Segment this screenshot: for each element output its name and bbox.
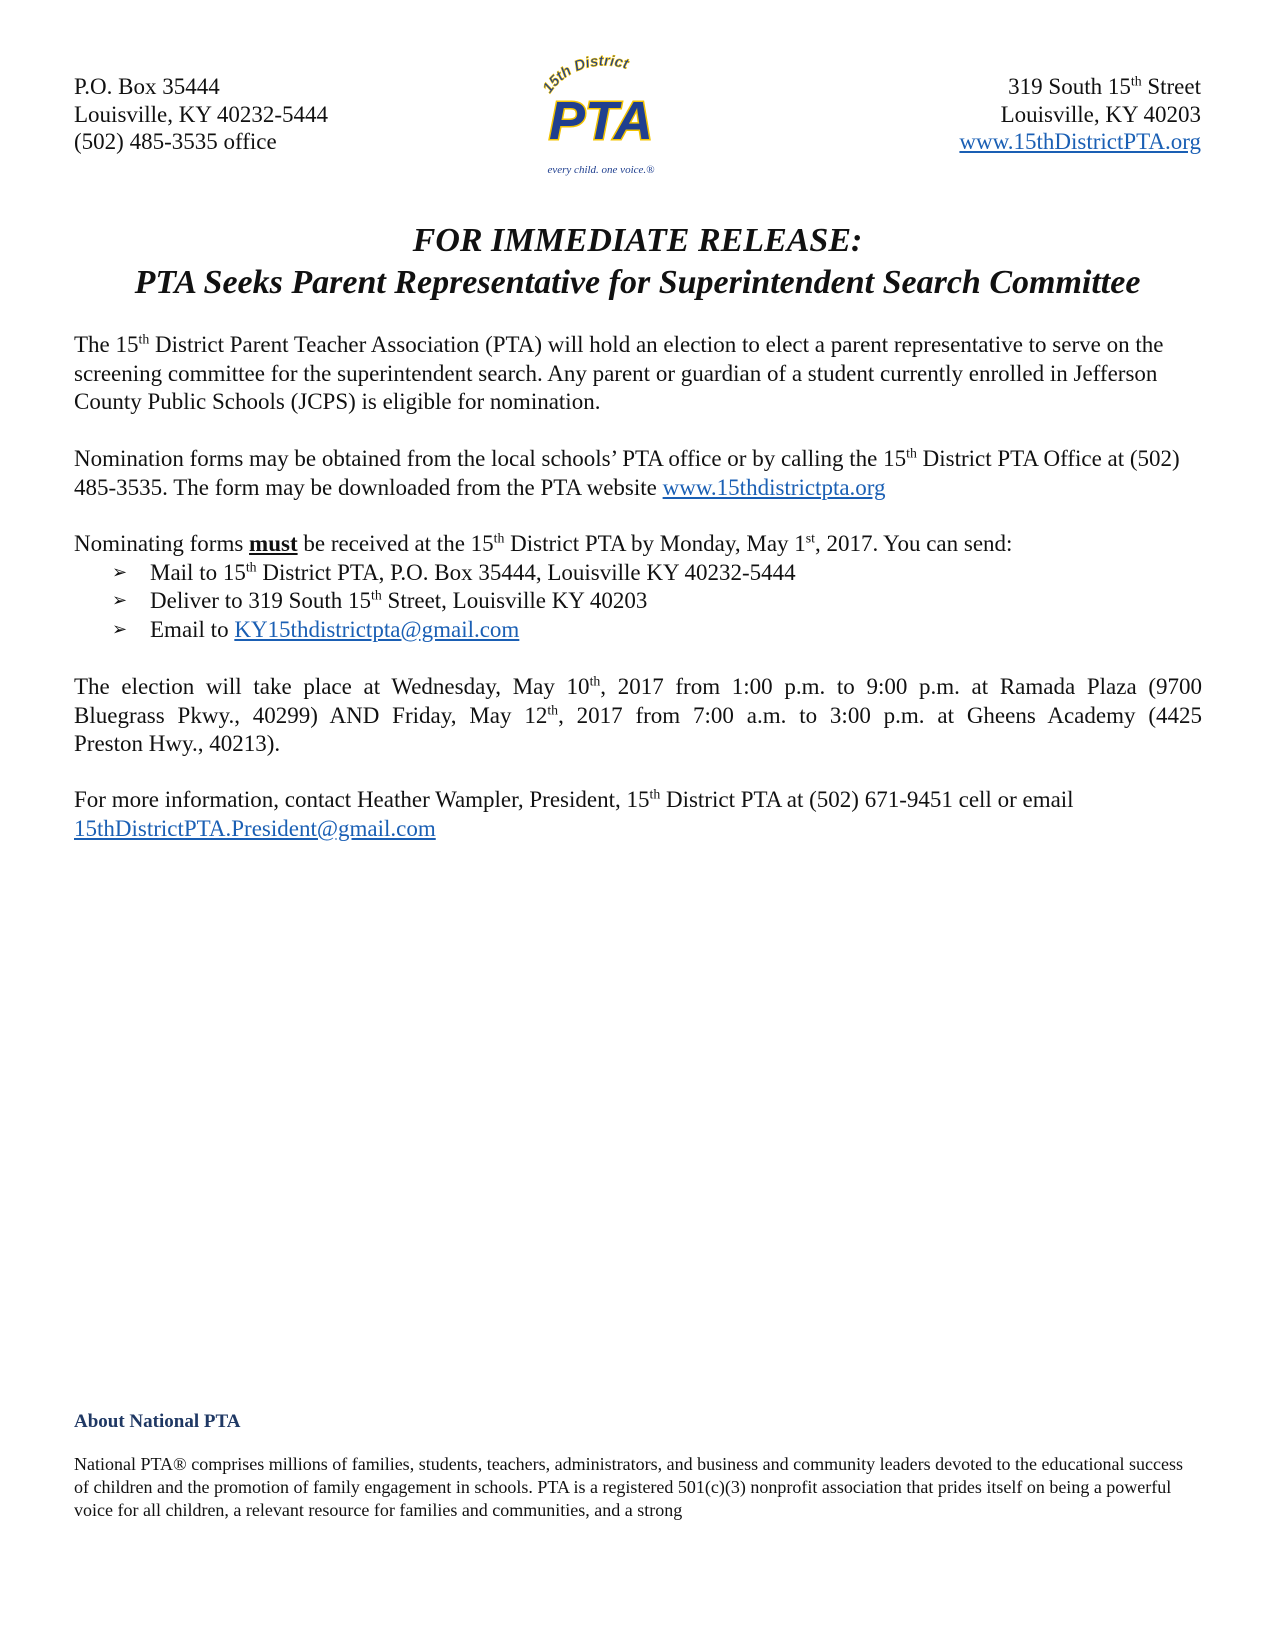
- logo-tagline: every child. one voice.®: [547, 164, 655, 176]
- must-emphasis: must: [249, 531, 298, 556]
- intro-paragraph: The 15th District Parent Teacher Association (PTA) will hold an election to elect a parent representative to serve on the screening committee for the superintendent search. Any parent or guardian of a student currently enrolled in Jefferson County Public Schools (JCPS) is eligible for nomination.: [74, 331, 1164, 414]
- list-item-deliver: ➢ Deliver to 319 South 15th Street, Louisville KY 40203: [74, 587, 1202, 616]
- logo-main-text: PTA: [549, 91, 653, 151]
- nomination-email-link[interactable]: KY15thdistrictpta@gmail.com: [234, 616, 520, 642]
- submission-paragraph: [74, 530, 1202, 644]
- about-body: National PTA® comprises millions of families, students, teachers, administrators, and business and community leaders devoted to the educational success of children and the promotion of family engagement in schools. PTA is a registered 501(c)(3) nonprofit association that prides itself on being a powerful voice for all children, a relevant resource for families and communities, and a strong: [74, 1454, 1183, 1520]
- arrow-bullet-icon: ➢: [112, 561, 128, 583]
- release-title: PTA Seeks Parent Representative for Superintendent Search Committee: [134, 264, 1141, 301]
- list-item-mail: ➢ Mail to 15th District PTA, P.O. Box 35444, Louisville KY 40232-5444: [74, 559, 1202, 588]
- city-line: Louisville, KY 40232-5444: [74, 101, 329, 127]
- pta-website-link[interactable]: www.15thdistrictpta.org: [662, 474, 886, 500]
- election-paragraph: The election will take place at Wednesday, May 10th, 2017 from 1:00 p.m. to 9:00 p.m. at Ramada Plaza (9700 Bluegrass Pkwy., 40299) AND Friday, May 12th, 2017 from 7:00 a.m. to 3:00 p.m. at Gheens Academy (4425 Preston Hwy., 40213).: [74, 673, 1202, 756]
- po-box-line: P.O. Box 35444: [74, 74, 220, 99]
- submission-intro: Nominating forms must be received at the 15th District PTA by Monday, May 1st, 2017. You can send:: [74, 530, 1013, 556]
- submission-methods-list: [74, 559, 1202, 645]
- logo-arc-text: [539, 53, 631, 96]
- arrow-bullet-icon: ➢: [112, 590, 128, 611]
- office-phone-line: (502) 485-3535 office: [74, 129, 277, 154]
- mailing-address: [74, 73, 328, 156]
- arrow-bullet-icon: ➢: [112, 618, 128, 640]
- logo-arc-textpath: 15th District: [539, 53, 631, 97]
- pta-logo: [515, 53, 685, 185]
- president-email-link[interactable]: 15thDistrictPTA.President@gmail.com: [74, 815, 436, 841]
- city-line-right: Louisville, KY 40203: [1000, 101, 1201, 127]
- street-line: 319 South 15th Street: [1008, 73, 1201, 99]
- list-item-email: ➢ Email to KY15thdistrictpta@gmail.com: [74, 616, 1202, 645]
- nomination-forms-paragraph: Nomination forms may be obtained from the local schools’ PTA office or by calling the 15th District PTA Office at (502) 485-3535. The form may be downloaded from the PTA website www.15thdistrictpta.org: [74, 445, 1180, 500]
- about-heading: About National PTA: [74, 1411, 241, 1432]
- street-address: [959, 73, 1201, 156]
- contact-paragraph: For more information, contact Heather Wampler, President, 15th District PTA at (502) 671-9451 cell or email 15thDistrictPTA.President@gmail.com: [74, 786, 1074, 841]
- release-heading: FOR IMMEDIATE RELEASE:: [412, 222, 863, 259]
- website-link[interactable]: www.15thDistrictPTA.org: [959, 129, 1201, 154]
